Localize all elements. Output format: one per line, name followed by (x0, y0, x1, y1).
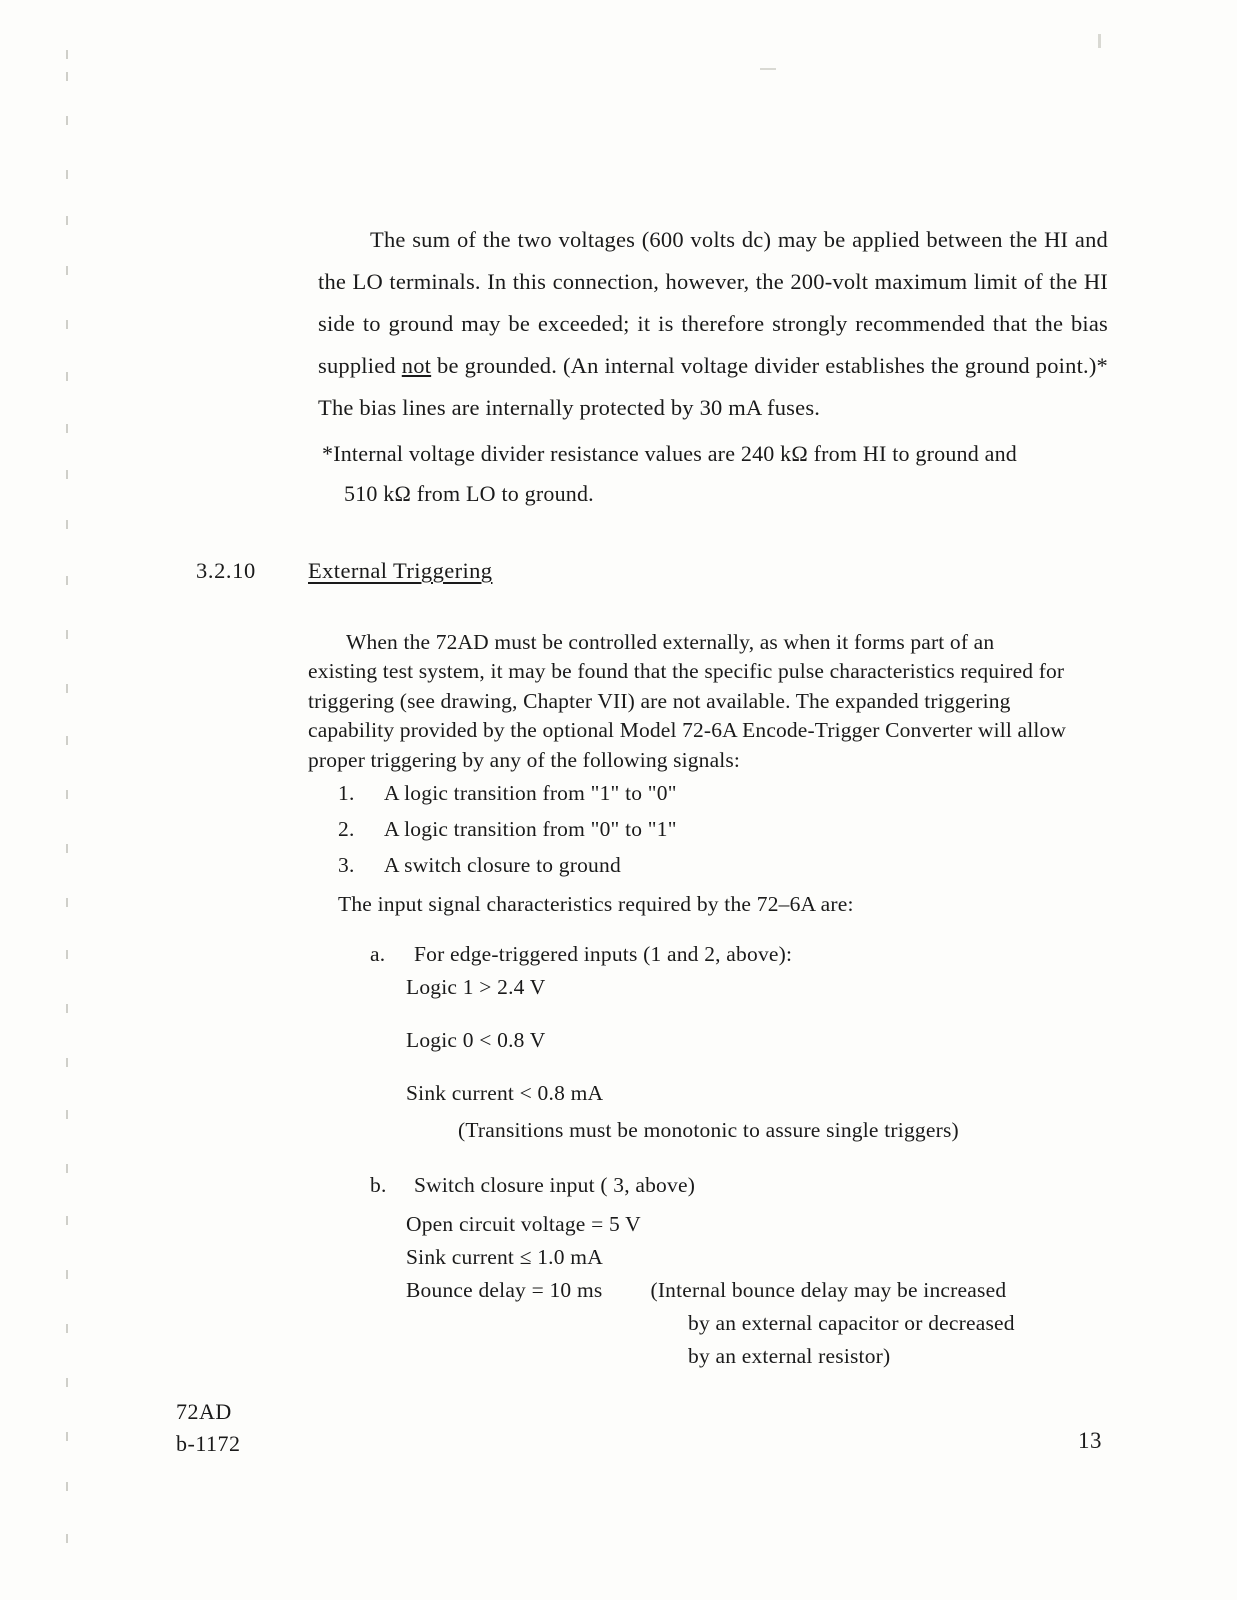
spec-block (370, 942, 1100, 1369)
list-item-label: A switch closure to ground (384, 853, 621, 877)
footer-code: b-1172 (176, 1431, 241, 1456)
paragraph-voltage-sum-text-after: be grounded. (An internal voltage divider establishes the ground point.)* The bias lines are internally protected by 30 mA fuses. (318, 352, 1108, 420)
paragraph-external-control (308, 628, 1068, 776)
list-item-label: A logic transition from "1" to "0" (384, 781, 677, 805)
underlined-not: not (401, 352, 432, 378)
list-item (338, 775, 1038, 811)
list-item-number: 1. (338, 781, 355, 805)
spec-item-a (370, 942, 1100, 967)
spec-a-logic-0: Logic 0 < 0.8 V (406, 1028, 546, 1052)
spec-item-a-heading: For edge-triggered inputs (1 and 2, above): (414, 942, 793, 966)
spec-item-a-letter: a. (370, 942, 386, 966)
spec-b-note-line-1: (Internal bounce delay may be increased (650, 1278, 1007, 1302)
paragraph-voltage-sum-text: The sum of the two voltages (600 volts dc) may be applied between the HI and the LO terminals. In this connection, however, the 200-volt maximum limit of the HI side to ground may be exceeded; it is therefore strongly recommended that the bias supplied (318, 226, 1108, 378)
section-title: External Triggering (308, 558, 493, 583)
spec-b-bounce-delay: Bounce delay = 10 ms (406, 1278, 603, 1302)
spec-a-note: (Transitions must be monotonic to assure single triggers) (458, 1118, 959, 1142)
spec-b-open-circuit-voltage: Open circuit voltage = 5 V (406, 1212, 641, 1236)
spec-item-b (370, 1173, 1100, 1198)
list-item (338, 847, 1038, 883)
input-signal-lead-in: The input signal characteristics required by the 72–6A are: (338, 892, 854, 916)
page-number: 13 (1078, 1428, 1102, 1453)
spec-item-b-heading: Switch closure input ( 3, above) (414, 1173, 696, 1197)
paragraph-external-control-text: When the 72AD must be controlled externally, as when it forms part of an existing test system, it may be found that the specific pulse characteristics required for triggering (see drawing, Chapter VII) are not available. The expanded triggering capability provided by the optional Model 72-6A Encode-Trigger Converter will allow proper triggering by any of the following signals: (308, 629, 1067, 772)
list-item-number: 2. (338, 817, 355, 841)
list-item (338, 811, 1038, 847)
footer-model: 72AD (176, 1399, 232, 1424)
spec-b-sink-current: Sink current ≤ 1.0 mA (406, 1245, 603, 1269)
spec-a-logic-1: Logic 1 > 2.4 V (406, 975, 546, 999)
spec-item-b-letter: b. (370, 1173, 387, 1197)
numbered-list-signals (338, 775, 1038, 883)
paragraph-voltage-sum (318, 219, 1108, 429)
spec-b-note-line-3: by an external resistor) (688, 1344, 891, 1368)
spec-b-bounce-delay-row (406, 1278, 1100, 1303)
spec-a-sink-current: Sink current < 0.8 mA (406, 1081, 604, 1105)
list-item-label: A logic transition from "0" to "1" (384, 817, 677, 841)
footer-identifier (176, 1396, 241, 1460)
list-item-number: 3. (338, 853, 355, 877)
footnote-line-1: *Internal voltage divider resistance values are 240 kΩ from HI to ground and (322, 441, 1017, 466)
footnote-line-2: 510 kΩ from LO to ground. (344, 481, 594, 506)
spec-b-note-line-2: by an external capacitor or decreased (688, 1311, 1015, 1335)
section-number: 3.2.10 (196, 558, 256, 583)
footnote-voltage-divider (322, 434, 1108, 514)
